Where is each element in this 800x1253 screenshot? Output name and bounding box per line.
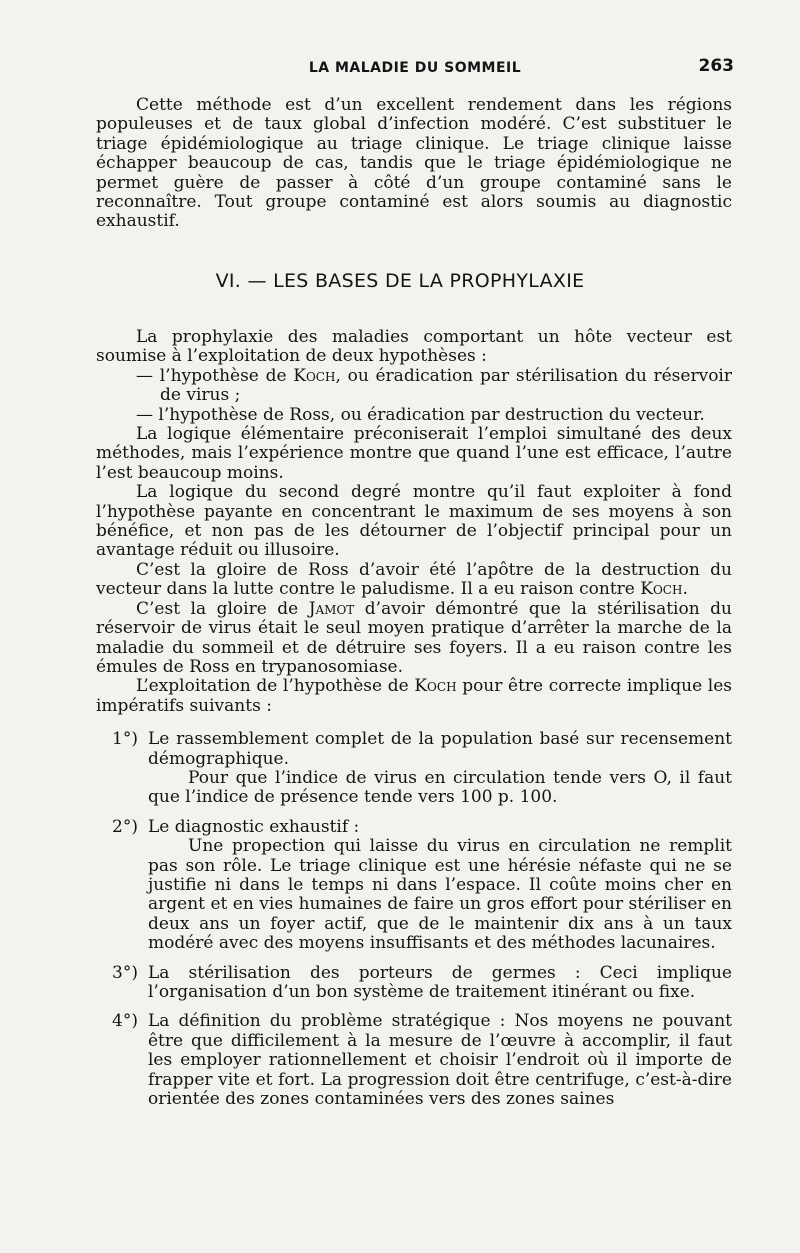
list-item-text: Le diagnostic exhaustif : (148, 816, 360, 837)
list-item-number: 2°) (112, 816, 138, 837)
running-title: LA MALADIE DU SOMMEIL (308, 60, 522, 76)
gloire-ross-post: . (682, 579, 688, 600)
paragraph-exploitation (96, 677, 732, 716)
intro-paragraph: Cette méthode est d’un excellent rendement dans les régions populeuses et de taux global d’infection modéré. C’est substituer le triage épidémiologique au triage clinique. Le triage clinique laisse échapper beaucoup de cas, tandis que le triage épidémiologique ne permet guère de passer à côté d’un groupe contaminé sans le reconnaître. Tout groupe contaminé est alors soumis au diagnostic exhaustif. (96, 95, 732, 232)
list-item (96, 964, 732, 1003)
intro-block (96, 96, 732, 232)
list-item-detail: Pour que l’indice de virus en circulation tende vers O, il faut que l’indice de présence tende vers 100 p. 100. (148, 767, 732, 808)
list-item-number: 1°) (112, 729, 138, 750)
list-item-number: 3°) (112, 962, 138, 983)
page-number: 263 (698, 56, 734, 76)
gloire-jamot-pre: C’est la gloire de (136, 598, 309, 619)
main-text (96, 328, 732, 1109)
exploitation-post: pour être correcte implique les impératifs suivants : (96, 676, 733, 716)
list-item (96, 1012, 732, 1109)
list-item-text: La définition du problème stratégique : Nos moyens ne pouvant être que difficilement à la mesure de l’œuvre à accomplir, il faut les employer rationnellement et choisir l’endroit où il importe de frapper vite et fort. La progression doit être centrifuge, c’est-à-dire orientée des zones contaminées vers des zones saines (148, 1011, 732, 1110)
list-item-text: Le rassemblement complet de la population basé sur recensement démographique. (148, 729, 732, 769)
paragraph-gloire-ross (96, 561, 732, 600)
running-head (96, 56, 734, 80)
gloire-ross-pre: C’est la gloire de Ross d’avoir été l’apôtre de la destruction du vecteur dans la lutte contre le paludisme. Il a eu raison contre (96, 559, 732, 600)
author-name: Jamot (308, 598, 355, 619)
gloire-jamot-post: d’avoir démontré que la stérilisation du réservoir de virus était le seul moyen pratique d’arrêter la marche de la maladie du sommeil et de détruire ses foyers. Il a eu raison contre les émules de Ross en trypanosomiase. (96, 598, 732, 677)
hypothesis-ross (96, 406, 732, 425)
list-item-detail: Une propection qui laisse du virus en circulation ne remplit pas son rôle. Le triage clinique est une hérésie néfaste qui ne se justifie ni dans le temps ni dans l’espace. Il coûte moins cher en argent et en vies humaines de faire un gros effort pour stériliser en deux ans un foyer actif, que de le maintenir dix ans à un taux modéré avec des moyens insuffisants et des méthodes lacunaires. (148, 836, 732, 954)
exploitation-pre: L’exploitation de l’hypothèse de (136, 676, 415, 697)
paragraph-logique-elementaire: La logique élémentaire préconiserait l’emploi simultané des deux méthodes, mais l’expérience montre que quand l’une est efficace, l’autre l’est beaucoup moins. (96, 424, 732, 483)
hypothesis-koch (96, 367, 732, 406)
paragraph-prophylaxie: La prophylaxie des maladies comportant un hôte vecteur est soumise à l’exploitation de deux hypothèses : (96, 327, 732, 367)
list-item-text: La stérilisation des porteurs de germes : Ceci implique l’organisation d’un bon système de traitement itinérant ou fixe. (148, 962, 732, 1002)
paragraph-gloire-jamot (96, 600, 732, 678)
list-item (96, 730, 732, 808)
hypothesis-ross-pre: — l’hypothèse de (136, 404, 290, 425)
hypothesis-koch-post: , ou éradication par stérilisation du réservoir de virus ; (160, 365, 732, 406)
section-heading: VI. — LES BASES DE LA PROPHYLAXIE (215, 270, 585, 292)
paragraph-logique-second-degre: La logique du second degré montre qu’il faut exploiter à fond l’hypothèse payante en concentrant le maximum de ses moyens à son bénéfice, et non pas de les détourner de l’objectif principal pour un avantage réduit ou illusoire. (96, 482, 732, 561)
list-item (96, 818, 732, 954)
author-name: Koch (414, 676, 457, 697)
list-item-number: 4°) (112, 1011, 138, 1032)
author-name: Koch (640, 579, 683, 600)
hypothesis-ross-post: , ou éradication par destruction du vecteur. (329, 404, 705, 425)
author-name: Ross (289, 404, 330, 425)
author-name: Koch (293, 365, 336, 386)
hypothesis-koch-pre: — l’hypothèse de (136, 365, 294, 386)
